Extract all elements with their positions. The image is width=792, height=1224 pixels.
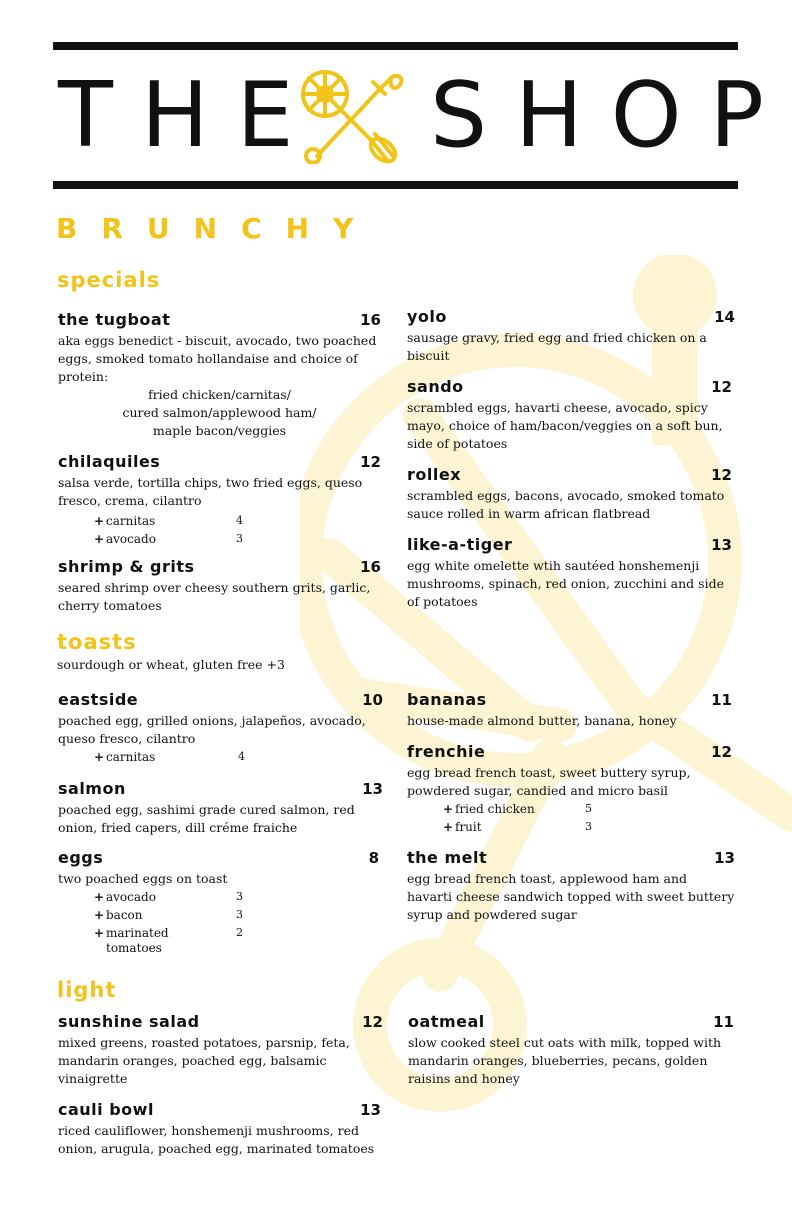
item-price: 12: [362, 1013, 383, 1031]
item-description: egg white omelette wtih sautéed honshemenji mushrooms, spinach, red onion, zucchini and side of potatoes: [407, 558, 724, 609]
menu-item-cauli-bowl: [58, 1098, 386, 1158]
item-price: 12: [711, 466, 732, 484]
item-name: sunshine salad: [58, 1012, 200, 1031]
item-price: 10: [362, 691, 383, 709]
menu-item-yolo: [407, 305, 735, 365]
item-name: cauli bowl: [58, 1100, 154, 1119]
title-word-shop: SHOP: [430, 63, 792, 168]
item-price: 13: [714, 849, 735, 867]
item-description: slow cooked steel cut oats with milk, topped with mandarin oranges, blueberries, pecans, golden raisins and honey: [408, 1035, 722, 1086]
addon-label: fried chicken: [455, 802, 535, 816]
item-description: scrambled eggs, bacons, avocado, smoked tomato sauce rolled in warm african flatbread: [407, 488, 725, 521]
item-name: rollex: [407, 465, 462, 484]
item-price: 13: [362, 780, 383, 798]
menu-item-rollex: [407, 463, 732, 523]
item-description: scrambled eggs, havarti cheese, avocado, spicy mayo, choice of ham/bacon/veggies on a soft bun, side of potatoes: [407, 400, 723, 451]
item-price: 16: [360, 558, 381, 576]
title-word-the: THE: [58, 63, 322, 168]
addon-price: 5: [585, 802, 592, 815]
menu-item-sando: [407, 375, 732, 453]
item-description: egg bread french toast, sweet buttery syrup, powdered sugar, candied and micro basil: [407, 765, 691, 798]
menu-item-salmon: [58, 777, 383, 837]
addon-price: 3: [585, 820, 592, 833]
item-price: 14: [714, 308, 735, 326]
item-price: 12: [360, 453, 381, 471]
item-name: sando: [407, 377, 464, 396]
item-description: seared shrimp over cheesy southern grits, garlic, cherry tomatoes: [58, 580, 371, 613]
menu-item-like-a-tiger: [407, 533, 732, 611]
item-name: eastside: [58, 690, 139, 709]
addon-row: + carnitas 4: [94, 750, 245, 764]
section-specials-heading: specials: [57, 268, 161, 292]
protein-option-1: fried chicken/carnitas/: [148, 387, 291, 402]
item-name: salmon: [58, 779, 126, 798]
item-price: 12: [711, 378, 732, 396]
menu-item-sunshine-salad: [58, 1010, 383, 1088]
menu-item-shrimp-grits: [58, 555, 381, 615]
toasts-bread-note: sourdough or wheat, gluten free +3: [57, 657, 285, 672]
addon-price: 2: [236, 926, 243, 939]
addon-label: carnitas: [106, 514, 156, 528]
section-toasts-heading: toasts: [57, 630, 137, 654]
addon-label: avocado: [106, 532, 156, 546]
addon-label: carnitas: [106, 750, 156, 764]
item-description: egg bread french toast, applewood ham and havarti cheese sandwich topped with sweet buttery syrup and powdered sugar: [407, 871, 735, 922]
addon-label: marinated tomatoes: [106, 926, 169, 955]
item-description: riced cauliflower, honshemenji mushrooms, red onion, arugula, poached egg, marinated tomatoes: [58, 1123, 375, 1156]
menu-item-bananas: [407, 688, 732, 730]
item-description: aka eggs benedict - biscuit, avocado, two poached eggs, smoked tomato hollandaise and choice of protein:: [58, 333, 377, 384]
addon-row: + avocado 3: [94, 890, 243, 904]
addon-price: 3: [236, 908, 243, 921]
menu-item-oatmeal: [408, 1010, 734, 1088]
item-price: 13: [360, 1101, 381, 1119]
menu-item-chilaquiles: [58, 450, 381, 548]
addon-price: 3: [236, 890, 243, 903]
item-description: two poached eggs on toast: [58, 871, 228, 886]
item-price: 8: [368, 849, 379, 867]
item-name: yolo: [407, 307, 447, 326]
section-light-heading: light: [57, 978, 117, 1002]
addon-row: + fried chicken 5: [443, 802, 592, 816]
menu-title: BRUNCHY: [56, 212, 378, 245]
addon-label: fruit: [455, 820, 482, 834]
item-description: poached egg, grilled onions, jalapeños, avocado, queso fresco, cilantro: [58, 713, 366, 746]
item-name: frenchie: [407, 742, 486, 761]
addon-row: + marinated tomatoes 2: [94, 926, 243, 955]
item-price: 16: [360, 311, 381, 329]
item-description: mixed greens, roasted potatoes, parsnip, feta, mandarin oranges, poached egg, balsamic vinaigrette: [58, 1035, 350, 1086]
item-description: house-made almond butter, banana, honey: [407, 713, 677, 728]
addon-label: avocado: [106, 890, 156, 904]
addon-row: + avocado 3: [94, 532, 243, 546]
item-name: oatmeal: [408, 1012, 485, 1031]
item-name: like-a-tiger: [407, 535, 513, 554]
item-name: the melt: [407, 848, 488, 867]
item-name: bananas: [407, 690, 487, 709]
item-description: salsa verde, tortilla chips, two fried eggs, queso fresco, crema, cilantro: [58, 475, 363, 508]
addon-label: bacon: [106, 908, 143, 922]
menu-item-tugboat: [58, 308, 381, 440]
protein-option-2: cured salmon/applewood ham/: [122, 405, 317, 420]
protein-option-3: maple bacon/veggies: [152, 423, 287, 438]
item-name: shrimp & grits: [58, 557, 195, 576]
item-description: sausage gravy, fried egg and fried chicken on a biscuit: [407, 330, 707, 363]
menu-item-eggs: [58, 846, 379, 956]
item-price: 11: [713, 1013, 734, 1031]
header-bottom-rule: [53, 181, 738, 189]
addon-row: + fruit 3: [443, 820, 592, 834]
addon-price: 4: [236, 514, 243, 527]
addon-row: + carnitas 4: [94, 514, 243, 528]
item-description: poached egg, sashimi grade cured salmon, red onion, fried capers, dill créme fraiche: [58, 802, 355, 835]
menu-item-eastside: [58, 688, 383, 766]
addon-price: 3: [236, 532, 243, 545]
item-price: 13: [711, 536, 732, 554]
menu-item-the-melt: [407, 846, 735, 924]
addon-row: + bacon 3: [94, 908, 243, 922]
item-name: chilaquiles: [58, 452, 161, 471]
addon-price: 4: [238, 750, 245, 763]
item-name: eggs: [58, 848, 104, 867]
wrench-and-whisk-icon: [295, 64, 413, 164]
menu-item-frenchie: [407, 740, 732, 836]
item-name: the tugboat: [58, 310, 171, 329]
header-top-rule: [53, 42, 738, 50]
item-price: 11: [711, 691, 732, 709]
item-price: 12: [711, 743, 732, 761]
